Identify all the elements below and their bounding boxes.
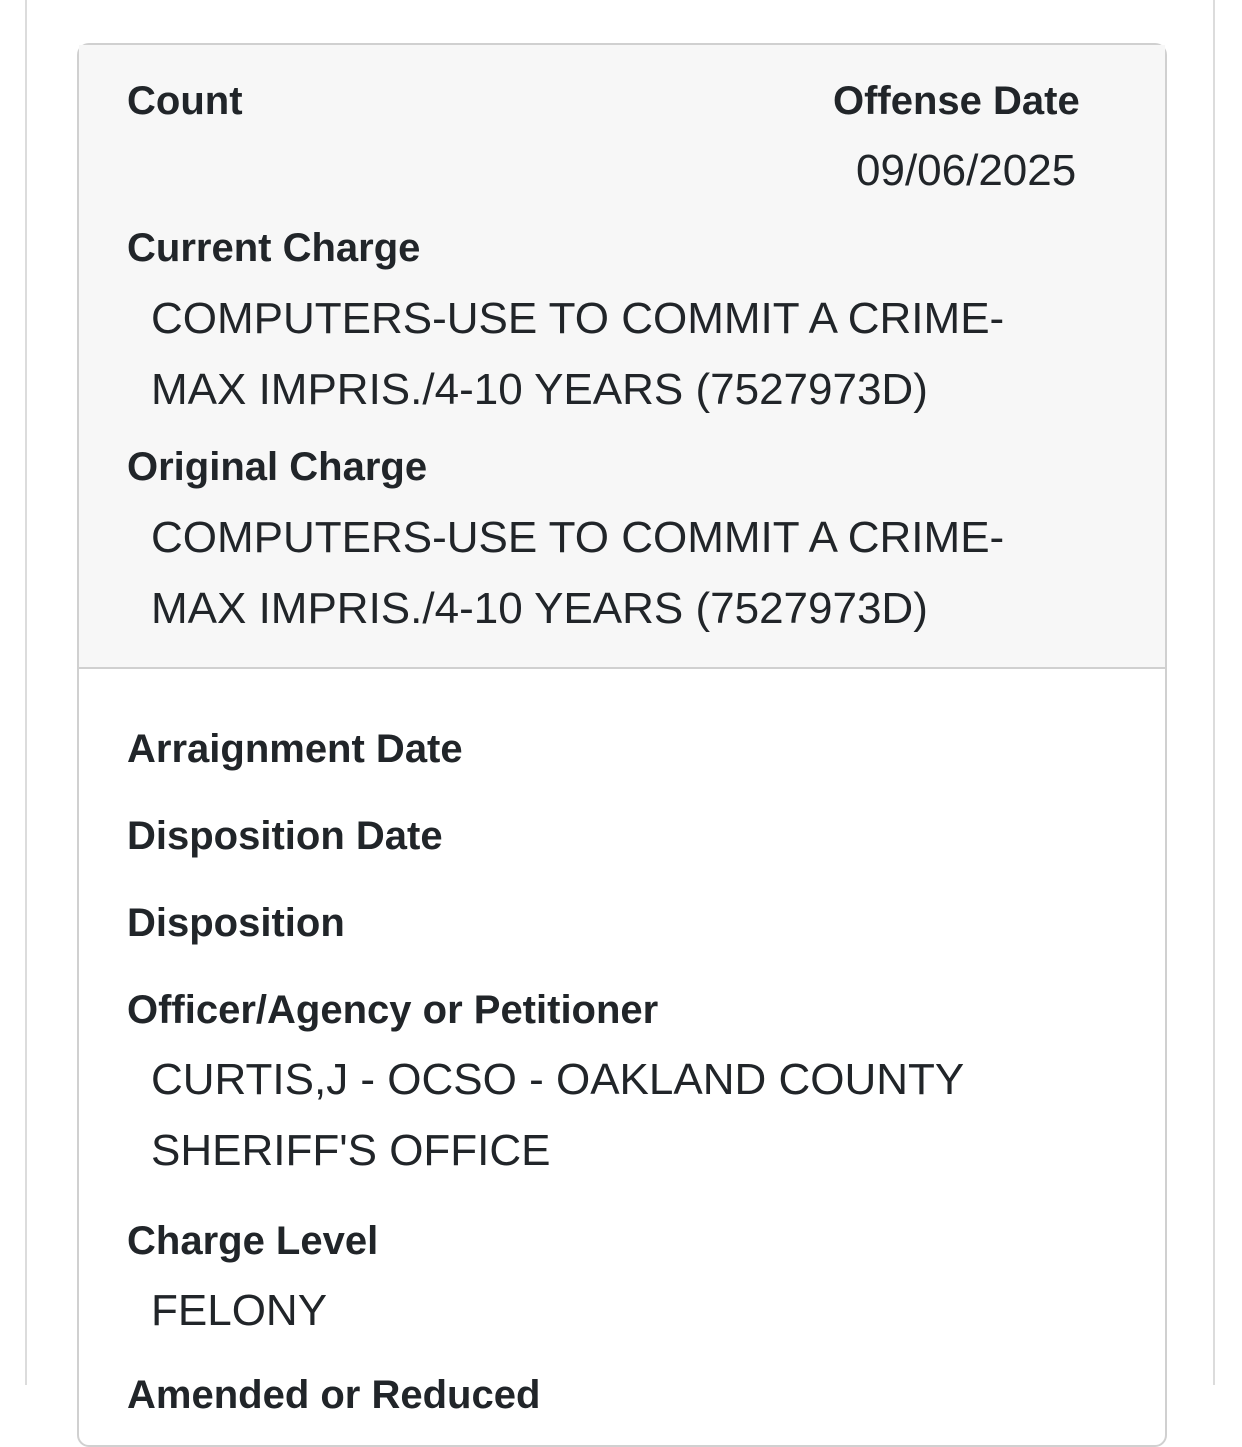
charge-level-value: FELONY	[151, 1286, 328, 1335]
officer-agency-label: Officer/Agency or Petitioner	[127, 988, 659, 1032]
count-label: Count	[127, 79, 243, 123]
next-field-label-partial: Amended or Reduced	[127, 1373, 541, 1417]
page-border-left	[25, 0, 27, 1385]
charge-level-label: Charge Level	[127, 1219, 379, 1263]
offense-date-label: Offense Date	[833, 79, 1080, 123]
officer-agency-line2: SHERIFF'S OFFICE	[151, 1126, 551, 1175]
charge-card	[77, 43, 1167, 1447]
original-charge-line1: COMPUTERS-USE TO COMMIT A CRIME-	[151, 513, 1005, 562]
page-border-right	[1213, 0, 1215, 1385]
current-charge-line1: COMPUTERS-USE TO COMMIT A CRIME-	[151, 294, 1005, 343]
charge-card-header	[79, 45, 1165, 669]
current-charge-line2: MAX IMPRIS./4-10 YEARS (7527973D)	[151, 365, 928, 414]
disposition-date-label: Disposition Date	[127, 814, 443, 858]
arraignment-date-label: Arraignment Date	[127, 727, 463, 771]
original-charge-label: Original Charge	[127, 445, 428, 489]
disposition-label: Disposition	[127, 901, 345, 945]
offense-date-value: 09/06/2025	[856, 146, 1077, 195]
officer-agency-line1: CURTIS,J - OCSO - OAKLAND COUNTY	[151, 1055, 965, 1104]
current-charge-label: Current Charge	[127, 226, 421, 270]
original-charge-line2: MAX IMPRIS./4-10 YEARS (7527973D)	[151, 584, 928, 633]
